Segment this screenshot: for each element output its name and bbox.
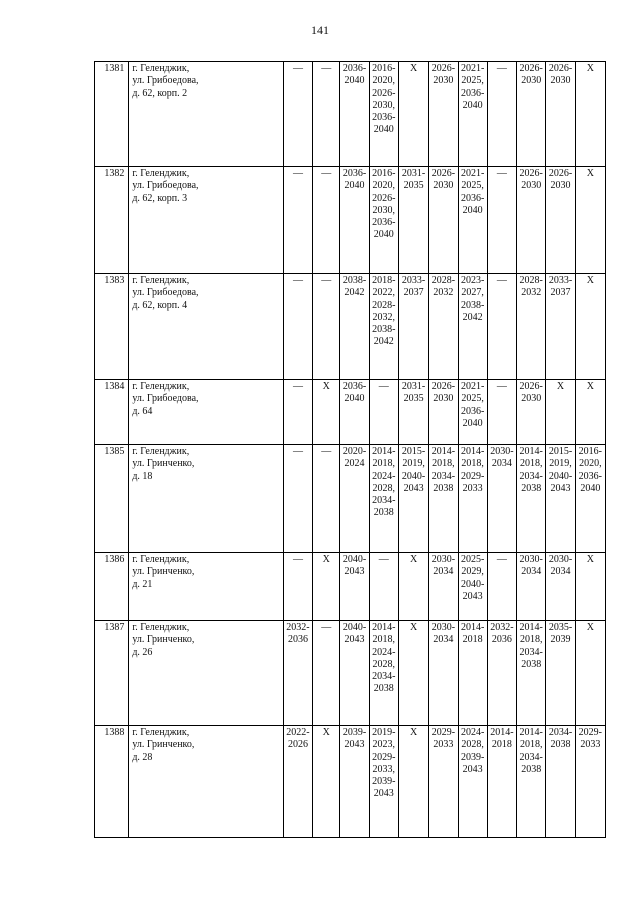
schedule-cell: 2031- 2035 — [398, 380, 428, 445]
schedule-cell: X — [398, 726, 428, 838]
schedule-cell: 2029- 2033 — [575, 726, 605, 838]
schedule-cell: 2018- 2022, 2028- 2032, 2038- 2042 — [369, 274, 398, 380]
schedule-cell: 2031- 2035 — [398, 167, 428, 274]
schedule-cell: — — [283, 380, 312, 445]
schedule-cell: X — [575, 167, 605, 274]
building-address: г. Геленджик, ул. Грибоедова, д. 62, корп. 2 — [129, 62, 284, 167]
row-number: 1387 — [95, 621, 129, 726]
schedule-cell: X — [575, 274, 605, 380]
housing-repair-schedule-table — [94, 61, 606, 838]
table-row — [95, 62, 606, 167]
row-number: 1381 — [95, 62, 129, 167]
table-row — [95, 553, 606, 621]
schedule-cell: — — [369, 380, 398, 445]
schedule-cell: — — [283, 553, 312, 621]
row-number: 1388 — [95, 726, 129, 838]
schedule-cell: 2016- 2020, 2026- 2030, 2036- 2040 — [369, 62, 398, 167]
schedule-cell: — — [487, 274, 516, 380]
schedule-cell: 2016- 2020, 2026- 2030, 2036- 2040 — [369, 167, 398, 274]
schedule-cell: 2038- 2042 — [340, 274, 369, 380]
row-number: 1382 — [95, 167, 129, 274]
schedule-cell: 2026- 2030 — [517, 62, 546, 167]
schedule-cell: 2014- 2018, 2034- 2038 — [517, 726, 546, 838]
schedule-cell: 2036- 2040 — [340, 167, 369, 274]
schedule-cell: 2036- 2040 — [340, 62, 369, 167]
schedule-cell: — — [369, 553, 398, 621]
schedule-cell: 2019- 2023, 2029- 2033, 2039- 2043 — [369, 726, 398, 838]
schedule-cell: 2030- 2034 — [517, 553, 546, 621]
building-address: г. Геленджик, ул. Грибоедова, д. 62, корп. 3 — [129, 167, 284, 274]
row-number: 1385 — [95, 445, 129, 553]
building-address: г. Геленджик, ул. Грибоедова, д. 64 — [129, 380, 284, 445]
schedule-cell: 2014- 2018, 2034- 2038 — [517, 621, 546, 726]
schedule-cell: 2034- 2038 — [546, 726, 575, 838]
schedule-cell: 2030- 2034 — [487, 445, 516, 553]
schedule-cell: X — [313, 726, 340, 838]
schedule-cell: 2016- 2020, 2036- 2040 — [575, 445, 605, 553]
schedule-cell: — — [313, 62, 340, 167]
schedule-cell: 2021- 2025, 2036- 2040 — [458, 167, 487, 274]
schedule-cell: 2026- 2030 — [546, 62, 575, 167]
table-row — [95, 621, 606, 726]
schedule-cell: 2035- 2039 — [546, 621, 575, 726]
schedule-cell: 2024- 2028, 2039- 2043 — [458, 726, 487, 838]
schedule-cell: 2026- 2030 — [546, 167, 575, 274]
schedule-cell: 2033- 2037 — [546, 274, 575, 380]
schedule-cell: — — [283, 274, 312, 380]
schedule-cell: — — [283, 62, 312, 167]
schedule-cell: 2030- 2034 — [429, 553, 458, 621]
schedule-cell: — — [313, 274, 340, 380]
schedule-cell: X — [398, 621, 428, 726]
schedule-cell: 2030- 2034 — [429, 621, 458, 726]
building-address: г. Геленджик, ул. Грибоедова, д. 62, корп. 4 — [129, 274, 284, 380]
schedule-cell: 2021- 2025, 2036- 2040 — [458, 62, 487, 167]
schedule-cell: X — [575, 553, 605, 621]
table-row — [95, 167, 606, 274]
schedule-cell: — — [283, 167, 312, 274]
row-number: 1383 — [95, 274, 129, 380]
schedule-cell: 2039- 2043 — [340, 726, 369, 838]
schedule-cell: 2032- 2036 — [487, 621, 516, 726]
schedule-cell: — — [283, 445, 312, 553]
schedule-cell: 2030- 2034 — [546, 553, 575, 621]
schedule-cell: — — [313, 621, 340, 726]
schedule-cell: — — [487, 62, 516, 167]
schedule-cell: 2036- 2040 — [340, 380, 369, 445]
schedule-cell: X — [313, 553, 340, 621]
schedule-cell: 2023- 2027, 2038- 2042 — [458, 274, 487, 380]
building-address: г. Геленджик, ул. Гринченко, д. 21 — [129, 553, 284, 621]
schedule-cell: 2033- 2037 — [398, 274, 428, 380]
schedule-cell: X — [575, 621, 605, 726]
schedule-cell: — — [487, 553, 516, 621]
schedule-cell: 2014- 2018, 2029- 2033 — [458, 445, 487, 553]
schedule-cell: 2015- 2019, 2040- 2043 — [546, 445, 575, 553]
schedule-cell: 2014- 2018, 2024- 2028, 2034- 2038 — [369, 621, 398, 726]
schedule-cell: 2040- 2043 — [340, 553, 369, 621]
schedule-cell: 2026- 2030 — [429, 380, 458, 445]
schedule-cell: 2015- 2019, 2040- 2043 — [398, 445, 428, 553]
table-row — [95, 726, 606, 838]
schedule-cell: 2032- 2036 — [283, 621, 312, 726]
building-address: г. Геленджик, ул. Гринченко, д. 28 — [129, 726, 284, 838]
schedule-cell: 2026- 2030 — [517, 380, 546, 445]
schedule-cell: X — [398, 62, 428, 167]
schedule-cell: 2028- 2032 — [429, 274, 458, 380]
schedule-cell: X — [575, 380, 605, 445]
schedule-cell: — — [487, 167, 516, 274]
schedule-cell: 2014- 2018, 2024- 2028, 2034- 2038 — [369, 445, 398, 553]
building-address: г. Геленджик, ул. Гринченко, д. 26 — [129, 621, 284, 726]
schedule-cell: 2028- 2032 — [517, 274, 546, 380]
schedule-cell: X — [313, 380, 340, 445]
table-row — [95, 380, 606, 445]
schedule-cell: 2029- 2033 — [429, 726, 458, 838]
page-number: 141 — [311, 23, 329, 37]
building-address: г. Геленджик, ул. Гринченко, д. 18 — [129, 445, 284, 553]
schedule-cell: 2021- 2025, 2036- 2040 — [458, 380, 487, 445]
schedule-cell: 2014- 2018 — [487, 726, 516, 838]
table-row — [95, 274, 606, 380]
schedule-cell: 2020- 2024 — [340, 445, 369, 553]
schedule-cell: X — [546, 380, 575, 445]
schedule-cell: 2022- 2026 — [283, 726, 312, 838]
row-number: 1384 — [95, 380, 129, 445]
schedule-cell: 2026- 2030 — [517, 167, 546, 274]
table-body — [95, 62, 606, 838]
schedule-cell: X — [398, 553, 428, 621]
schedule-cell: — — [313, 445, 340, 553]
schedule-cell: 2026- 2030 — [429, 62, 458, 167]
schedule-cell: X — [575, 62, 605, 167]
row-number: 1386 — [95, 553, 129, 621]
table-row — [95, 445, 606, 553]
schedule-cell: 2014- 2018, 2034- 2038 — [517, 445, 546, 553]
schedule-cell: 2014- 2018 — [458, 621, 487, 726]
schedule-cell: 2014- 2018, 2034- 2038 — [429, 445, 458, 553]
schedule-cell: 2026- 2030 — [429, 167, 458, 274]
schedule-cell: 2040- 2043 — [340, 621, 369, 726]
schedule-cell: — — [487, 380, 516, 445]
schedule-cell: — — [313, 167, 340, 274]
schedule-cell: 2025- 2029, 2040- 2043 — [458, 553, 487, 621]
